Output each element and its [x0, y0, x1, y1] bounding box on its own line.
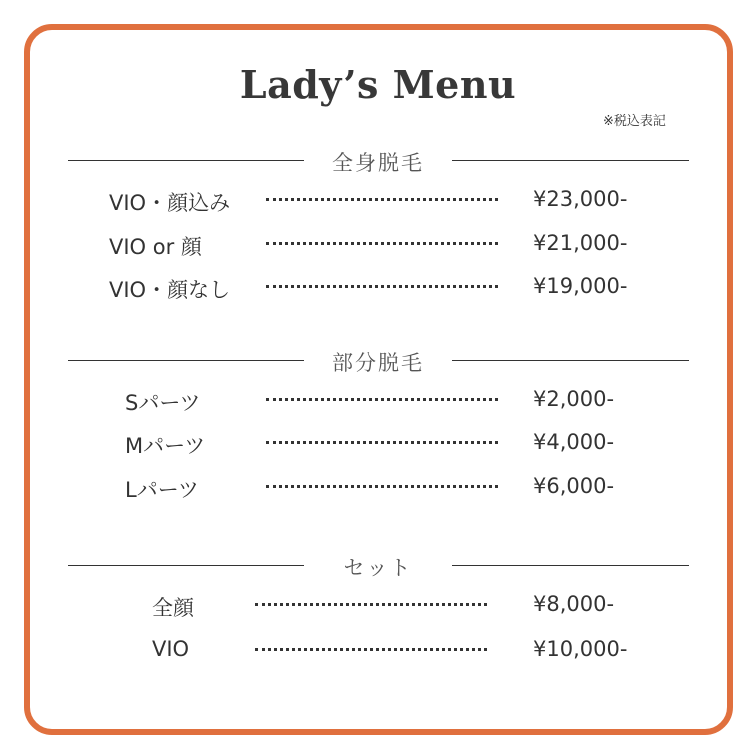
- menu-item-price: ¥2,000-: [533, 387, 615, 411]
- divider-left: [68, 565, 304, 566]
- menu-title: Lady’s Menu: [239, 62, 517, 107]
- section-heading-partial: [0, 345, 756, 375]
- divider-right: [452, 360, 689, 361]
- menu-item-name: VIO: [152, 637, 190, 661]
- divider-left: [68, 160, 304, 161]
- menu-item: [0, 470, 756, 504]
- menu-item-price: ¥6,000-: [533, 474, 615, 498]
- dot-leader: [266, 398, 498, 401]
- dot-leader: [266, 441, 498, 444]
- menu-item: [0, 270, 756, 304]
- dot-leader: [266, 242, 498, 245]
- menu-item-name: VIO・顔なし: [109, 278, 231, 302]
- menu-item-price: ¥4,000-: [533, 430, 615, 454]
- menu-item-price: ¥19,000-: [533, 274, 628, 298]
- menu-item-price: ¥23,000-: [533, 187, 628, 211]
- menu-item: [0, 227, 756, 261]
- menu-item: [0, 383, 756, 417]
- divider-left: [68, 360, 304, 361]
- menu-item-price: ¥21,000-: [533, 231, 628, 255]
- section-label: 部分脱毛: [332, 351, 424, 375]
- menu-item-name: Lパーツ: [125, 478, 199, 502]
- section-label: セット: [343, 556, 413, 580]
- menu-item-name: VIO or 顔: [109, 235, 202, 259]
- dot-leader: [255, 648, 487, 651]
- divider-right: [452, 565, 689, 566]
- section-label: 全身脱毛: [332, 151, 424, 175]
- menu-item: [0, 426, 756, 460]
- dot-leader: [266, 285, 498, 288]
- menu-item-price: ¥10,000-: [533, 637, 628, 661]
- dot-leader: [255, 603, 487, 606]
- menu-item-name: Mパーツ: [125, 434, 206, 458]
- menu-item: [0, 588, 756, 622]
- menu-card: [24, 24, 733, 735]
- menu-item-price: ¥8,000-: [533, 592, 615, 616]
- menu-item-name: VIO・顔込み: [109, 191, 231, 215]
- dot-leader: [266, 485, 498, 488]
- section-heading-set: [0, 550, 756, 580]
- menu-item: [0, 633, 756, 667]
- menu-item: [0, 183, 756, 217]
- section-heading-full-body: [0, 145, 756, 175]
- tax-note: ※税込表記: [603, 114, 666, 129]
- menu-item-name: Sパーツ: [125, 391, 201, 415]
- dot-leader: [266, 198, 498, 201]
- menu-item-name: 全顔: [152, 596, 194, 620]
- divider-right: [452, 160, 689, 161]
